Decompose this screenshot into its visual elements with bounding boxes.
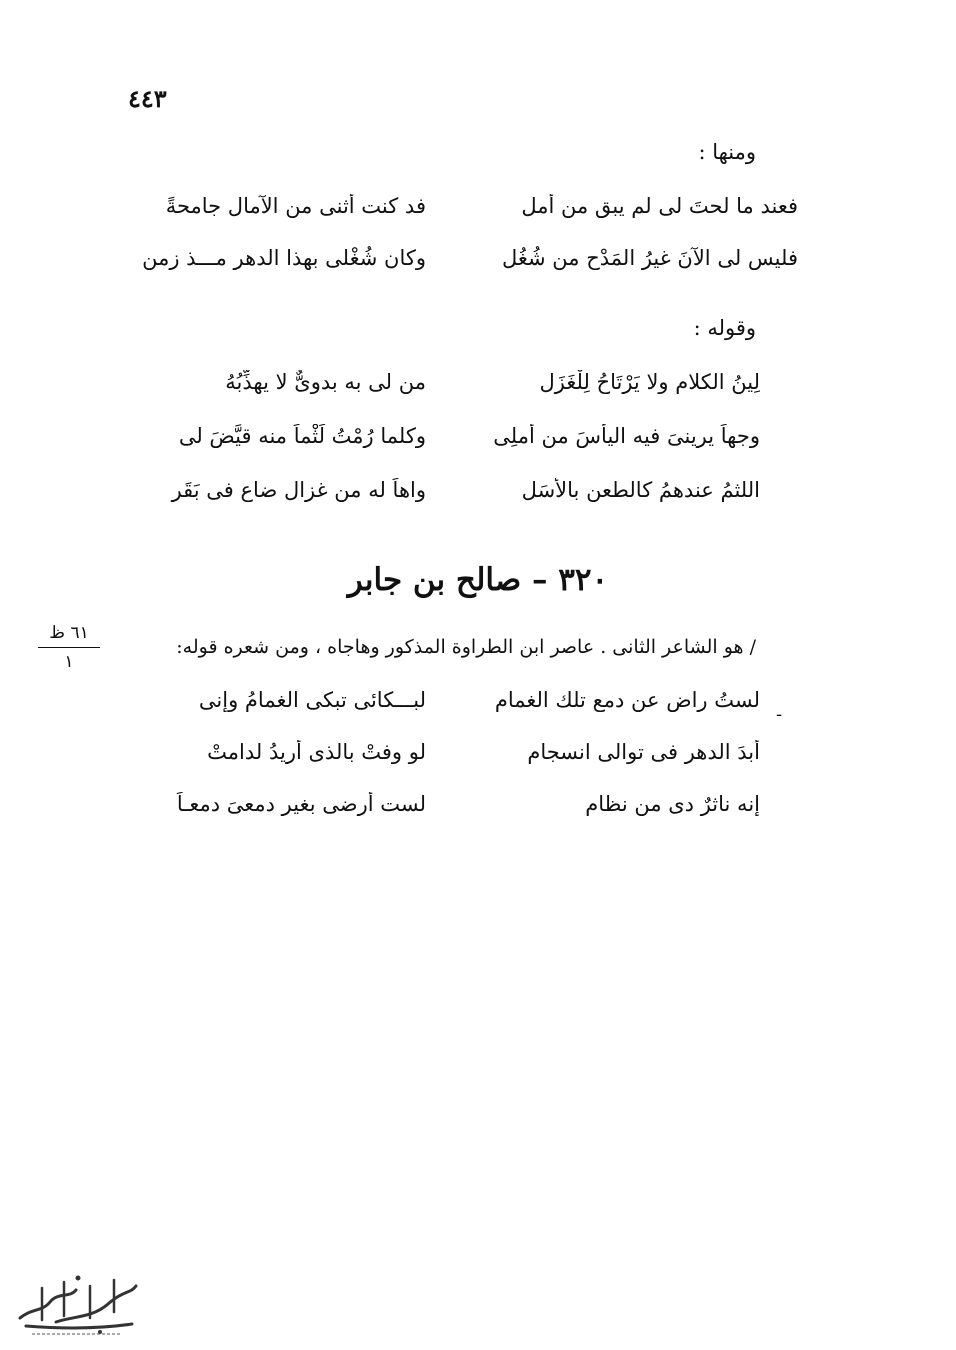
margin-note	[38, 622, 100, 673]
verse-row	[0, 478, 956, 518]
margin-note-rule	[38, 647, 100, 648]
verse-second-hemistich: لِينُ الكلام ولا يَرْتَاحُ لِلْغَزَلِ	[539, 370, 760, 394]
dash-mark: -	[776, 704, 783, 725]
verse-first-hemistich: من لى به بدوىٌّ لا يهذِّبُهُ	[225, 370, 426, 394]
verse-first-hemistich: وكلما رُمْتُ لَثْماً منه قيَّضَ لى	[178, 424, 426, 448]
section-heading: ٣٢٠ – صالح بن جابر	[347, 562, 609, 598]
margin-note-number: ١	[64, 652, 74, 672]
verse-row	[0, 688, 956, 728]
verse-first-hemistich: فد كنت أثنى من الآمال جامحةً	[165, 194, 426, 218]
verse-row	[0, 194, 956, 234]
verse-row	[0, 424, 956, 464]
verse-second-hemistich: فليس لى الآنَ غيرُ المَدْحِ من شُغُلِ	[501, 246, 798, 270]
verse-first-hemistich: وكان شُغْلى بهذا الدهر مـــذ زمنٍ	[142, 246, 426, 270]
verse-second-hemistich: وجهاً يرينىَ فيه اليأسَ من أملِى	[493, 424, 760, 448]
verse-row	[0, 740, 956, 780]
verse-first-hemistich: واهاً له من غزال ضاع فى بَقَرٍ	[171, 478, 426, 502]
page-number: ٤٤٣	[128, 84, 167, 113]
verse-second-hemistich: أبدَ الدهر فى توالى انسجامِ	[527, 740, 760, 764]
verse-row	[0, 370, 956, 410]
verse-second-hemistich: لستُ راضٍ عن دمع تلك الغمامِ	[494, 688, 760, 712]
section-prose: / هو الشاعر الثانى . عاصر ابن الطراوة المذكور وهاجاه ، ومن شعره قوله:	[176, 636, 756, 658]
verse-first-hemistich: لو وفتْ بالذى أريدُ لدامتْ	[207, 740, 426, 764]
intro-line-1: ومنها :	[698, 140, 756, 164]
margin-note-folio: ٦١ ظ	[49, 623, 89, 643]
verse-row	[0, 246, 956, 286]
verse-second-hemistich: إنه ناثرٌ دى من نظامِ	[585, 792, 760, 816]
verse-second-hemistich: اللثمُ عندهمُ كالطعن بالأَسَلِ	[521, 478, 760, 502]
verse-first-hemistich: لبـــكائى تبكى الغمامُ وإنى	[198, 688, 426, 712]
intro-line-2: وقوله :	[693, 316, 756, 340]
verse-second-hemistich: فعند ما لحتَ لى لم يبق من أملِ	[521, 194, 798, 218]
library-stamp-logo	[12, 1268, 142, 1340]
verse-first-hemistich: لست أرضى بغير دمعىَ دمعـاً	[176, 792, 426, 816]
verse-row	[0, 792, 956, 832]
